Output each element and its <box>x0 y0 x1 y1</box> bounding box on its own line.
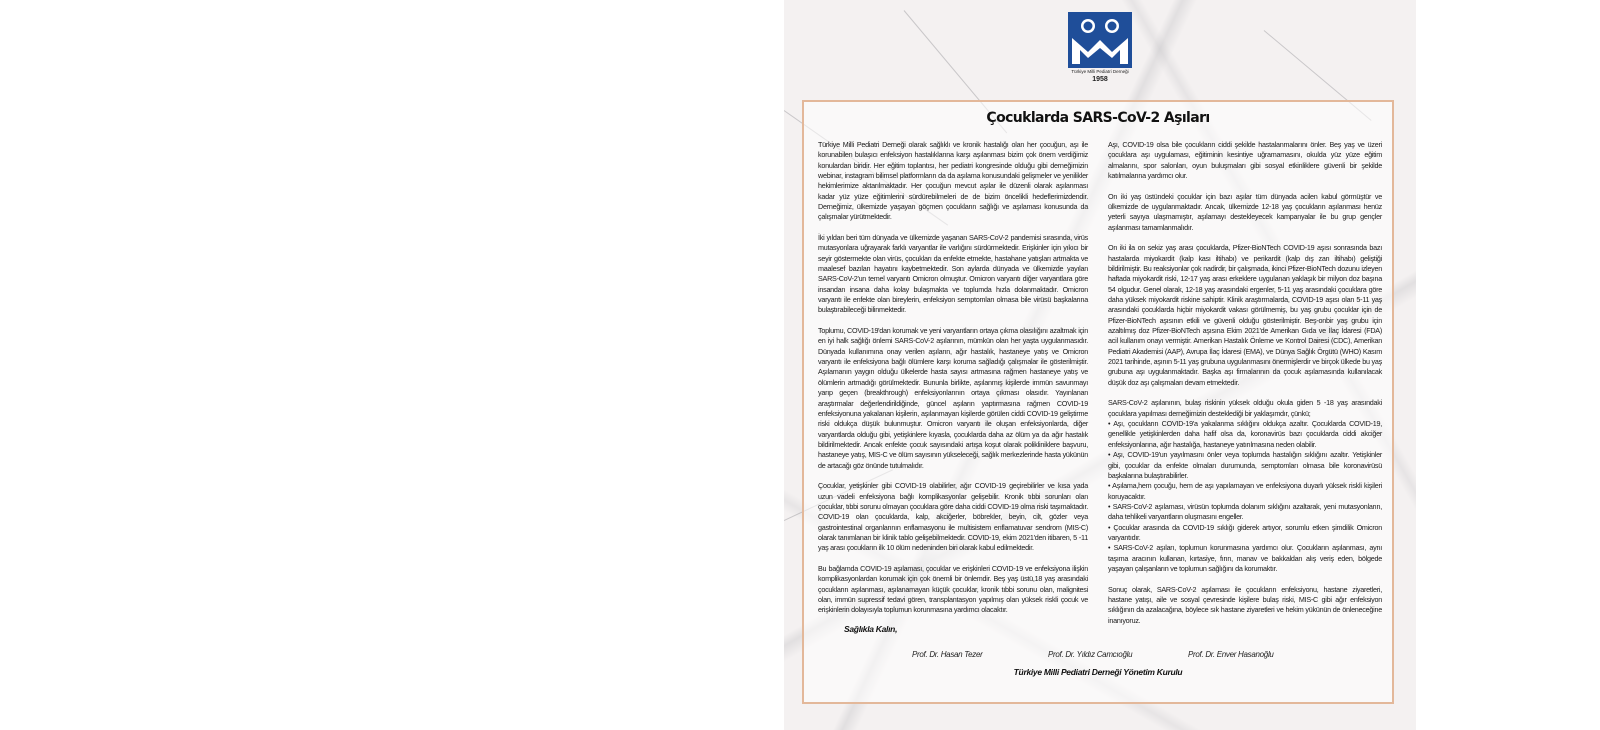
paragraph: Aşı, COVID-19 olsa bile çocukların ciddi şekilde hastalanmalarını önler. Beş yaş ve üzeri çocuklara aşı uygulaması, eğitiminin kesintiye uğramamasını, okulda yüz yüze eğitim almalarını, spor salonları, oyun buluşmaları gibi sosyal etkinliklere güvenli bir şekilde katılmalarına yardımcı olur. <box>1108 140 1382 181</box>
signatory-name: Prof. Dr. Enver Hasanoğlu <box>1188 650 1274 659</box>
paragraph: Türkiye Milli Pediatri Derneği olarak sağlıklı ve kronik hastalığı olan her çocuğun, aşı ile korunabilen bulaşıcı enfeksiyon hastalıklarına karşı aşılanması bizim çok önem verdiğimiz konulardan biridir. Her eğitim toplantısı, her pediatri kongresinde olduğu gibi derneğimizin webinar, instagram bilimsel platformların da da aşılama konusundaki gelişmeler ve yenilikler hekimlerimize aktarılmaktadır. Her çocuğun mevcut aşılar ile düzenli olarak aşılanması kadar yüz yüze eğitimlerini sürdürebilmeleri de de bizim öncelikli hedeflerimizdendir. Derneğimiz, ülkemizde yaşayan göçmen çocukların sağlığı ve aşılaması konusunda da çalışmalar yürütmektedir. <box>818 140 1088 222</box>
paragraph: Çocuklar, yetişkinler gibi COVID-19 olabilirler, ağır COVID-19 geçirebilirler ve kısa yada uzun vadeli enfeksiyona bağlı komplikasyonlar gelişebilir. Kronik tıbbi sorunları olan çocuklar, tıbbi sorunu olmayan çocuklara göre daha ciddi COVID-19 olma riski taşımaktadır. COVID-19 olan çocuklarda, kalp, akciğerler, böbrekler, beyin, cilt, gözler veya gastrointestinal organlarının enflamasyonu ile multisistem enflamatuvar sendrom (MIS-C) olarak tanımlanan bir klinik tablo gelişebilmektedir. COVID-19, ekim 2021'den itibaren, 5 -11 yaş arası çocukların ilk 10 ölüm nedeninden biri olarak kabul edilmektedir. <box>818 481 1088 553</box>
children-emblem-icon <box>1068 12 1132 68</box>
paragraph: Bu bağlamda COVID-19 aşılaması, çocuklar ve erişkinleri COVID-19 ve enfeksiyona ilişkin komplikasyonlardan korumak için çok önemli bir önlemdir. Beş yaş üstü,18 yaş arasındaki çocukların aşılanması, aşılanamayan küçük çocuklar, kronik tıbbi sorunu olan, malignitesi olan, immün supressif tedavi gören, transplantasyon yapılmış olan yüksek riskli çocuk ve erişkinlerin dolayısıyla toplumun korunmasına yardımcı olacaktır. <box>818 563 1088 615</box>
right-column <box>1108 140 1382 636</box>
logo-emblem <box>1068 12 1132 68</box>
document-page <box>784 0 1416 730</box>
signatory-name: Prof. Dr. Yıldız Camcıoğlu <box>1048 650 1133 659</box>
paragraph: İki yıldan beri tüm dünyada ve ülkemizde yaşanan SARS-CoV-2 pandemisi sırasında, virüs mutasyonlara uğrayarak farklı varyantlar ile varlığını sürdürmektedir. Erişkinler için yıkıcı bir seyir göstermekte olan virüs, çocukları da enfekte etmekte, hastahane yatışları artmakta ve maalesef bazıları hayatını kaybetmektedir. Son aylarda dünyada ve ülkemizde yayılan SARS-CoV-2'un temel varyantı Omicron olmuştur. Omicron varyantı diğer varyantlara göre insandan insana daha kolay bulaşmakta ve toplumda hızla dolanmaktadır. Omicron varyantı ile enfekte olan bireylerin, enfeksiyon semptomları olmasa bile virüsü başkalarına bulaştırabileceği bilinmektedir. <box>818 233 1088 315</box>
logo-year: 1958 <box>1092 76 1108 83</box>
paragraph: On iki yaş üstündeki çocuklar için bazı aşılar tüm dünyada acilen kabul görmüştür ve ülkemizde de uygulanmaktadır. Ancak, ülkemizde 12-18 yaş çocukların aşılanması henüz yeterli sayıya ulaşmamıştır, aşılamayı destekleyecek kampanyalar ile bu grup gençler aşılanması tamamlanmalıdır. <box>1108 191 1382 232</box>
paragraph: SARS-CoV-2 aşılanının, bulaş riskinin yüksek olduğu okula giden 5 -18 yaş arasındaki çocuklara yapılması derneğimizin desteklediği bir yaklaşımdır, çünkü; • Aşı, çocukların COVID-19'a yakalanma sıklığını oldukça azaltır. Çocuklarda COVID-19, genellikle yetişkinlerden daha hafif olsa da, koronavirüs bazı çocuklarda ciddi akciğer enfeksiyonlarına, ağır hastalığa, hastaneye yatırılmasına neden olabilir. • Aşı, COVID-19'un yayılmasını önler veya toplumda hastalığın sıklığını azaltır. Yetişkinler gibi, çocuklar da enfekte olmaları durumunda, semptomları olmasa bile koronavirüsü başkalarına bulaştırabilirler. • Aşılama,hem çocuğu, hem de aşı yapılamayan ve enfeksiyona duyarlı yüksek riskli kişileri koruyacaktır. • SARS-CoV-2 aşılaması, virüsün toplumda dolanım sıklığını azaltarak, yeni mutasyonların, daha tehlikeli varyantların oluşmasını engeller. • Çocuklar arasında da COVID-19 sıklığı giderek artıyor, sorumlu etken şimdilik Omicron varyantıdır. • SARS-CoV-2 aşıları, toplumun korunmasına yardımcı olur. Çocukların aşılanması, aynı taşıma aracının kullanan, kırtasiye, fırın, manav ve bakkaldan alış veriş eden, bölgede yaşayan çalışanların ve toplumun sağlığını da korumaktır. <box>1108 398 1382 573</box>
signatory-name: Prof. Dr. Hasan Tezer <box>912 650 983 659</box>
association-logo <box>1066 12 1134 86</box>
page-title: Çocuklarda SARS-CoV-2 Aşıları <box>986 110 1210 126</box>
left-column <box>818 140 1088 626</box>
closing-salutation: Sağlıkla Kalın, <box>844 624 898 634</box>
logo-caption: Türkiye Milli Pediatri Derneği <box>1071 69 1129 74</box>
letter-frame <box>802 100 1394 704</box>
paragraph: On iki ila on sekiz yaş arası çocuklarda, Pfizer-BioNTech COVID-19 aşısı sonrasında bazı hastalarda miyokardit (kalp kası iltihabı) ve perikardit (kalp dış zarı iltihabı) geliştiği bildirilmiştir. Bu reaksiyonlar çok nadirdir, bir çalışmada, ikinci Pfizer-BioNTech dozunu izleyen haftada miyokardit riski, 12-17 yaş arası erkeklere uygulanan yaklaşık bir milyon doz başına 54 olgudur. Genel olarak, 12-18 yaş arasındaki ergenler, 5-11 yaş arasındaki çocuklara göre daha yüksek miyokardit riskine sahiptir. Klinik araştırmalarda, COVID-19 aşısı olan 5-11 yaş arasındaki çocuklarda hiçbir miyokardit vakası görülmemiş, bu yaş grubu çocuklar için de Pfizer-BioNTech aşısının etkili ve güvenli olduğu gösterilmiştir. Beş-onbir yaş grubu için azaltılmış doz Pfizer-BioNTech aşısına Ekim 2021'de Amerikan Gıda ve İlaç İdaresi (FDA) acil kullanım onayı vermiştir. Amerikan Hastalık Önleme ve Kontrol Dairesi (CDC), Amerikan Pediatri Akademisi (AAP), Avrupa İlaç İdaresi (EMA), ve Dünya Sağlık Örgütü (WHO) Kasım 2021 tarihinde, aşının 5-11 yaş grubuna uygulanmasını önermişlerdir ve birçok ülkede bu yaş grubuna aşı uygulanmaktadır. Başka aşı firmalarının da çocuk aşılamasında kullanılacak düşük doz aşı çalışmaları devam etmektedir. <box>1108 243 1382 387</box>
paragraph: Sonuç olarak, SARS-CoV-2 aşılaması ile çocukların enfeksiyonu, hastane ziyaretleri, hastane yatışı, aile ve sosyal çevresinde kişilere bulaş riski, MIS-C gibi ağır enfeksiyon sıklığının da azalacağına, böylece sık hastane ziyaretleri ve hekim yükünün de önleneceğine inanıyoruz. <box>1108 584 1382 625</box>
paragraph: Toplumu, COVID-19'dan korumak ve yeni varyantların ortaya çıkma olasılığını azaltmak için en iyi halk sağlığı önlemi SARS-CoV-2 aşılarının, mümkün olan her yaşta uygulanmasıdır. Dünyada kullanımına onay verilen aşıların, ağır hastalık, hastaneye yatış ve Omicron varyantı ile enfeksiyona bağlı ölümlere karşı koruma sağladığı çalışmalar ile gösterilmiştir. Aşılamanın yaygın olduğu ülkelerde hasta sayısı artmasına rağmen hastaneye yatış ve ölümlerin artmadığı görülmektedir. Bununla birlikte, aşılanmış kişilerde immün savunmayı yarıp geçen (breakthrough) enfeksiyonlarının ortaya çıkması olasıdır. Yayınlanan araştırmalar değerlendirildiğinde, güncel aşıların yaptırmasına rağmen COVID-19 enfeksiyonuna yakalanan kişilerin, aşılanmayan kişilerde görülen ciddi COVID-19 geliştirme riski oldukça düşük bulunmuştur. Omicron varyantı ile oluşan enfeksiyonlarda, diğer varyantlarda olduğu gibi, yetişkinlere kıyasla, çocuklarda daha az ölüm ya da ağır hastalık bildirilmektedir. Ancak enfekte çocuk sayısındaki artışa koşut olarak polikliniklere başvuru, hastaneye yatış, MIS-C ve ölüm sayısının yükseleceği, sağlık merkezlerinde hasta yükünün de artacağı göz önünde tutulmalıdır. <box>818 326 1088 470</box>
board-signature: Türkiye Milli Pediatri Derneği Yönetim Kurulu <box>1013 667 1183 677</box>
